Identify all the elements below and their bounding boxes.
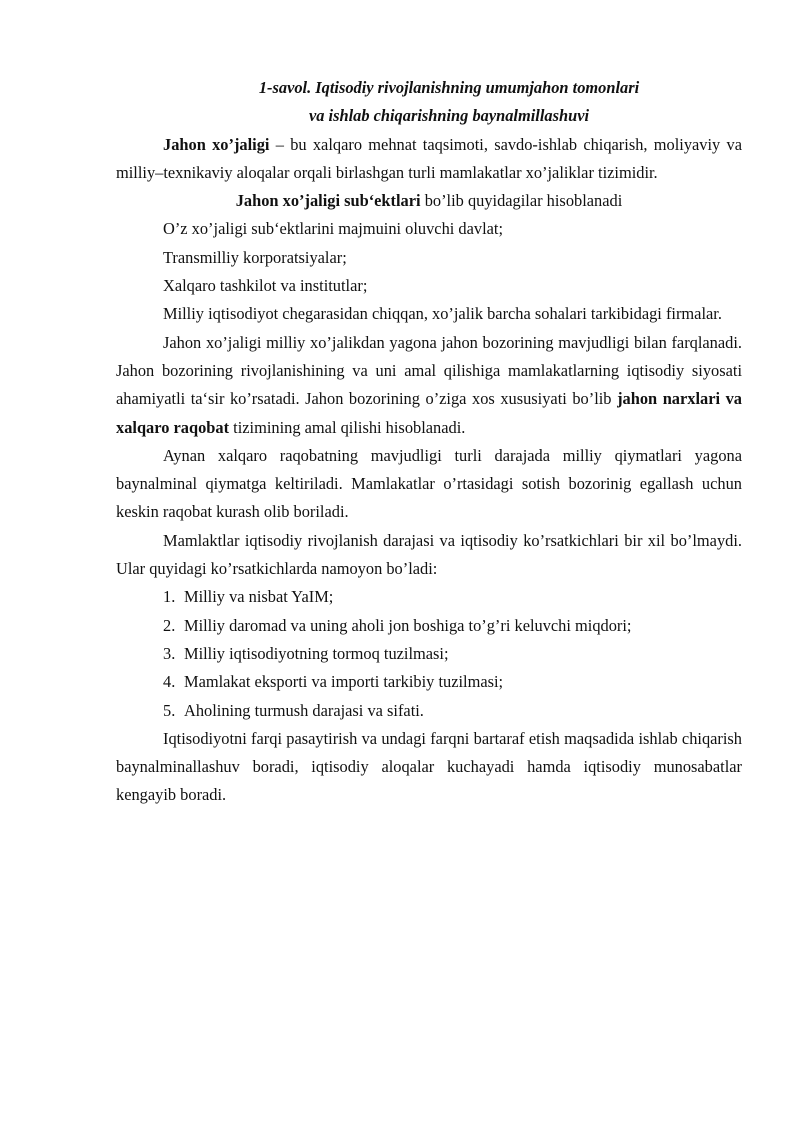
subject-item: Xalqaro tashkilot va institutlar;: [163, 276, 368, 296]
title-line-2: va ishlab chiqarishning baynalmillashuvi: [308, 106, 590, 126]
list-item: [163, 583, 742, 611]
title-line-1: 1-savol. Iqtisodiy rivojlanishning umumjahon tomonlari: [258, 78, 640, 97]
subjects-heading-bold: Jahon xo’jaligi sub‘ektlari: [235, 191, 421, 211]
list-item: [163, 697, 742, 725]
market-text-2: tizimining amal qilishi hisoblanadi.: [229, 417, 466, 437]
definition-term: Jahon xo’jaligi: [163, 134, 270, 154]
subject-item: O’z xo’jaligi sub‘ektlarini majmuini oluvchi davlat;: [163, 219, 504, 239]
list-item-text: Milliy iqtisodiyotning tormoq tuzilmasi;: [184, 643, 449, 663]
subjects-heading-rest: bo’lib quyidagilar hisoblanadi: [420, 191, 623, 211]
list-item-text: Mamlakat eksporti va importi tarkibiy tuzilmasi;: [184, 672, 504, 692]
market-paragraph: [116, 329, 742, 442]
list-item-number: 5.: [163, 700, 176, 720]
subject-item: Milliy iqtisodiyot chegarasidan chiqqan, xo’jalik barcha sohalari tarkibidagi firmalar.: [163, 304, 722, 324]
subject-item: Transmilliy korporatsiyalar;: [163, 247, 347, 267]
list-item-text: Aholining turmush darajasi va sifati.: [184, 700, 424, 720]
market-bold: jahon narxlari va xalqaro raqobat: [116, 389, 742, 437]
list-item-number: 3.: [163, 643, 176, 663]
definition-text: – bu xalqaro mehnat taqsimoti, savdo-ishlab chiqarish, moliyaviy va milliy–texnikaviy aloqalar orqali birlashgan turli mamlakatlar xo’jaliklar tizimidir.: [116, 134, 742, 182]
document-body: [116, 74, 742, 810]
list-item-number: 1.: [163, 587, 176, 607]
final-paragraph: Iqtisodiyotni farqi pasaytirish va undagi farqni bartaraf etish maqsadida ishlab chiqarish baynalminallashuv boradi, iqtisodiy aloqalar kuchayadi hamda iqtisodiy munosabatlar kengayib boradi.: [116, 728, 742, 805]
list-item: [163, 612, 742, 640]
indicators-list: [116, 583, 742, 724]
list-item-number: 4.: [163, 672, 176, 692]
competition-paragraph: Aynan xalqaro raqobatning mavjudligi turli darajada milliy qiymatlari yagona baynalminal qiymatga keltiriladi. Mamlakatlar o’rtasidagi sotish bozorinig egallash uchun keskin raqobat kurash olib boriladi.: [116, 445, 742, 522]
list-item-text: Milliy va nisbat YaIM;: [184, 587, 334, 607]
list-item: [163, 640, 742, 668]
list-item-number: 2.: [163, 615, 176, 635]
definition-paragraph: [116, 131, 742, 188]
list-item-text: Milliy daromad va uning aholi jon boshiga to’g’ri keluvchi miqdori;: [184, 615, 632, 635]
market-text-1: Jahon xo’jaligi milliy xo’jalikdan yagona jahon bozorining mavjudligi bilan farqlanadi. Jahon bozorining rivojlanishining va uni amal qilishiga mamlakatlarning iqtisodiy siyosati ahamiyatli ta‘sir ko’rsatadi. Jahon bozorining o’ziga xos xususiyati bo’lib: [116, 332, 742, 409]
list-item: [163, 668, 742, 696]
subjects-heading: [116, 187, 742, 215]
levels-paragraph: Mamlaktlar iqtisodiy rivojlanish darajasi va iqtisodiy ko’rsatkichlari bir xil bo’lmaydi. Ular quyidagi ko’rsatkichlarda namoyon bo’ladi:: [116, 530, 742, 579]
